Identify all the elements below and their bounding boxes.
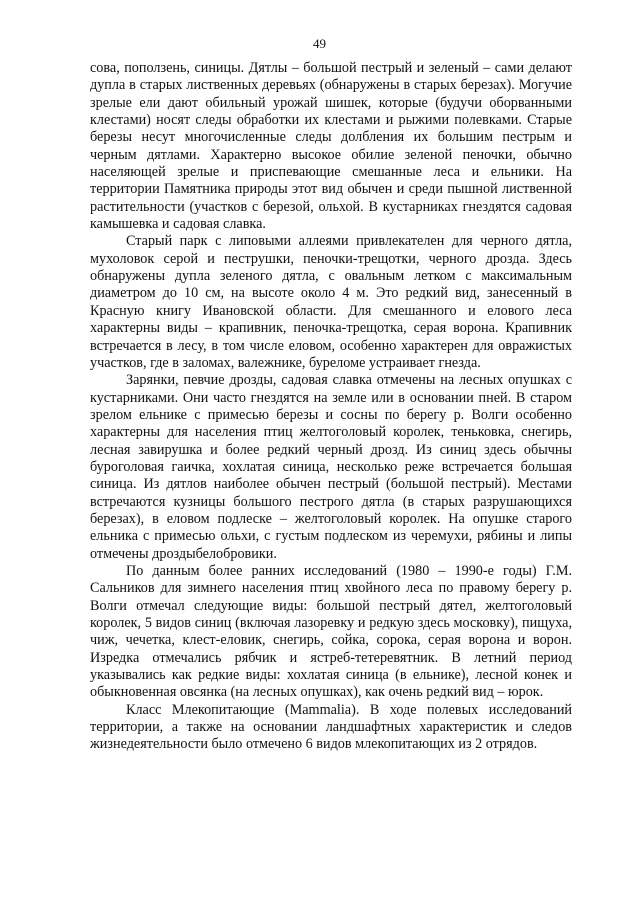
paragraph-forest-edges: Зарянки, певчие дрозды, садовая славка отмечены на лесных опушках с кустарниками. Они часто гнездятся на земле или в основании пней. В старом зрелом ельнике с примесью березы и сосны по берегу р. Волги особенно характерны для населения птиц желтоголовый королек, теньковка, снегирь, лесная завирушка и более редкий черный дрозд. Из синиц здесь обычны буроголовая гаичка, хохлатая синица, несколько реже встречается большая синица. Из дятлов наиболее обычен пестрый (большой пестрый). Местами встречаются кузницы большого пестрого дятла (в старых разрушающихся березах), в еловом подлеске – желтоголовый королек. На опушке старого ельника с примесью ольхи, с густым подлеском из черемухи, рябины и липы отмечены дроздыбелобровики. [90,372,572,562]
page-number: 49 [313,36,326,51]
paragraph-earlier-research: По данным более ранних исследований (1980 – 1990-е годы) Г.М. Сальников для зимнего населения птиц хвойного леса по правому берегу р. Волги отмечал следующие виды: большой пестрый дятел, желтоголовый королек, 5 видов синиц (включая лазоревку и редкую здесь московку), пищуха, чиж, чечетка, клест-еловик, снегирь, сойка, сорока, серая ворона и ворон. Изредка отмечались рябчик и ястреб-тетеревятник. В летний период указывались как редкие виды: хохлатая синица (в ельнике), лесной конек и обыкновенная овсянка (на лесных опушках), как очень редкий вид – юрок. [90,562,572,701]
paragraph-mammals: Класс Млекопитающие (Mammalia). В ходе полевых исследований территории, а также на основании ландшафтных характеристик и следов жизнедеятельности было отмечено 6 видов млекопитающих из 2 отрядов. [90,701,572,753]
paragraph-old-park: Старый парк с липовыми аллеями привлекателен для черного дятла, мухоловок серой и пеструшки, пеночки-трещотки, черного дрозда. Здесь обнаружены дупла зеленого дятла, с овальным летком с максимальным диаметром до 10 см, на высоте около 4 м. Это редкий вид, занесенный в Красную книгу Ивановской области. Для смешанного и елового леса характерны виды – крапивник, пеночка-трещотка, серая ворона. Крапивник встречается в лесу, в том числе еловом, особенно характерен для овражистых участков, где в заломах, валежнике, буреломе устраивает гнезда. [90,233,572,371]
document-body [90,60,572,754]
paragraph-birds-continuation: сова, поползень, синицы. Дятлы – большой пестрый и зеленый – сами делают дупла в старых лиственных деревьях (обнаружены в старых березах). Могучие зрелые ели дают обильный урожай шишек, которые (будучи оборванными клестами) носят следы обработки их клестами и рыжими полевками. Старые березы несут многочисленные следы долбления их большим пестрым и черным дятлами. Характерно высокое обилие зеленой пеночки, обычно населяющей зрелые и приспевающие смешанные леса и ельники. На территории Памятника природы этот вид обычен и среди пышной лиственной растительности (участков с березой, ольхой. В кустарниках гнездятся садовая камышевка и садовая славка. [90,60,572,233]
